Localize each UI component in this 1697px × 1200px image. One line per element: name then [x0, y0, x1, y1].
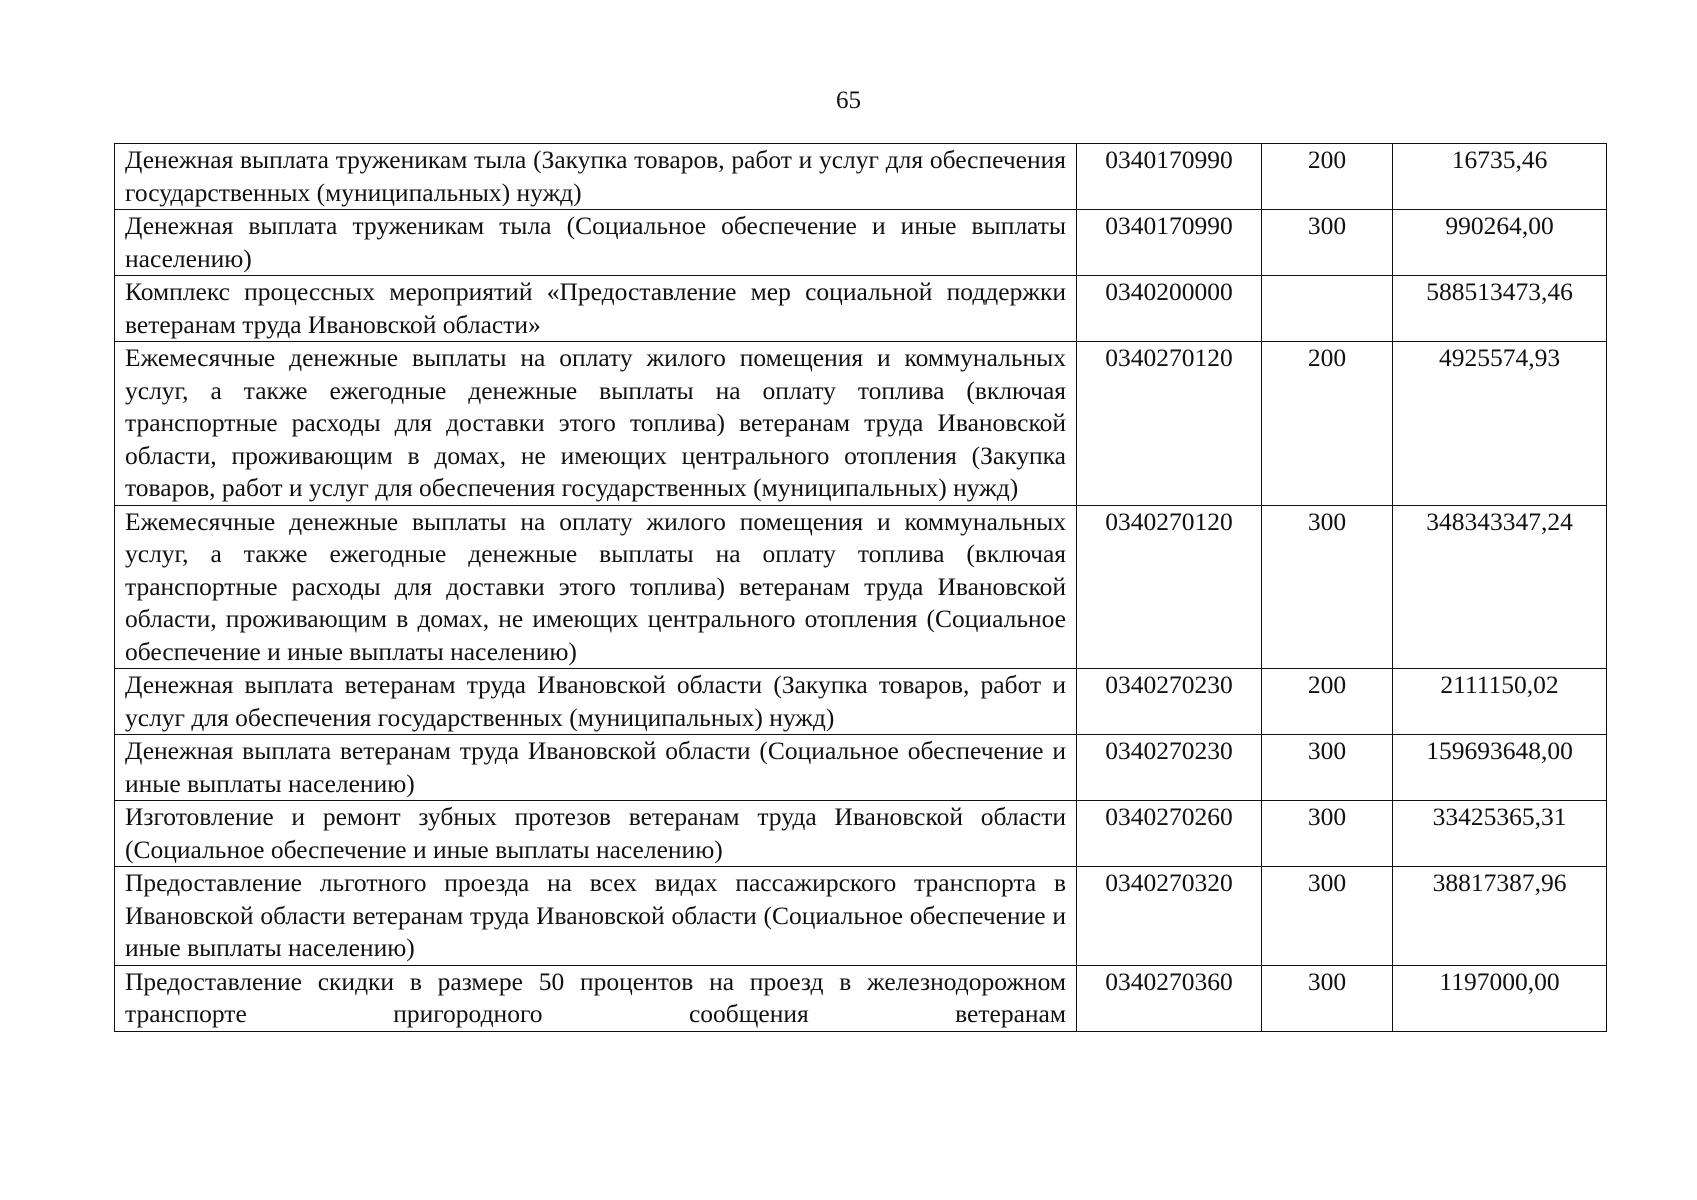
table-row [115, 276, 1607, 342]
target-article-code: 0340270230 [1077, 669, 1262, 735]
amount: 348343347,24 [1393, 505, 1607, 669]
amount: 33425365,31 [1393, 801, 1607, 867]
target-article-code: 0340270230 [1077, 735, 1262, 801]
item-name: Денежная выплата труженикам тыла (Социальное обеспечение и иные выплаты населению) [115, 210, 1077, 276]
target-article-code: 0340170990 [1077, 210, 1262, 276]
expense-type: 300 [1262, 505, 1393, 669]
amount: 990264,00 [1393, 210, 1607, 276]
amount: 2111150,02 [1393, 669, 1607, 735]
item-name: Предоставление скидки в размере 50 процентов на проезд в железнодорожном транспорте пригородного сообщения ветеранам [115, 965, 1077, 1031]
expense-type: 300 [1262, 735, 1393, 801]
amount: 38817387,96 [1393, 867, 1607, 966]
expense-type: 200 [1262, 144, 1393, 210]
item-name: Денежная выплата труженикам тыла (Закупка товаров, работ и услуг для обеспечения государственных (муниципальных) нужд) [115, 144, 1077, 210]
table-row [115, 735, 1607, 801]
budget-table [114, 143, 1607, 1032]
amount: 159693648,00 [1393, 735, 1607, 801]
target-article-code: 0340200000 [1077, 276, 1262, 342]
target-article-code: 0340270320 [1077, 867, 1262, 966]
table-row [115, 342, 1607, 506]
amount: 1197000,00 [1393, 965, 1607, 1031]
expense-type: 200 [1262, 669, 1393, 735]
item-name: Комплекс процессных мероприятий «Предоставление мер социальной поддержки ветеранам труда Ивановской области» [115, 276, 1077, 342]
page-number: 65 [836, 87, 861, 114]
table-row [115, 801, 1607, 867]
target-article-code: 0340270120 [1077, 342, 1262, 506]
table-row [115, 867, 1607, 966]
amount: 4925574,93 [1393, 342, 1607, 506]
item-name: Ежемесячные денежные выплаты на оплату жилого помещения и коммунальных услуг, а также ежегодные денежные выплаты на оплату топлива (включая транспортные расходы для доставки этого топлива) ветеранам труда Ивановской области, проживающим в домах, не имеющих центрального отопления (Закупка товаров, работ и услуг для обеспечения государственных (муниципальных) нужд) [115, 342, 1077, 506]
expense-type: 300 [1262, 965, 1393, 1031]
expense-type: 200 [1262, 342, 1393, 506]
amount: 588513473,46 [1393, 276, 1607, 342]
expense-type: 300 [1262, 801, 1393, 867]
item-name: Предоставление льготного проезда на всех видах пассажирского транспорта в Ивановской области ветеранам труда Ивановской области (Социальное обеспечение и иные выплаты населению) [115, 867, 1077, 966]
expense-type: 300 [1262, 210, 1393, 276]
target-article-code: 0340270120 [1077, 505, 1262, 669]
target-article-code: 0340170990 [1077, 144, 1262, 210]
target-article-code: 0340270260 [1077, 801, 1262, 867]
target-article-code: 0340270360 [1077, 965, 1262, 1031]
expense-type: 300 [1262, 867, 1393, 966]
table-row [115, 965, 1607, 1031]
item-name: Ежемесячные денежные выплаты на оплату жилого помещения и коммунальных услуг, а также ежегодные денежные выплаты на оплату топлива (включая транспортные расходы для доставки этого топлива) ветеранам труда Ивановской области, проживающим в домах, не имеющих центрального отопления (Социальное обеспечение и иные выплаты населению) [115, 505, 1077, 669]
item-name: Денежная выплата ветеранам труда Ивановской области (Социальное обеспечение и иные выплаты населению) [115, 735, 1077, 801]
item-name: Изготовление и ремонт зубных протезов ветеранам труда Ивановской области (Социальное обеспечение и иные выплаты населению) [115, 801, 1077, 867]
table-row [115, 669, 1607, 735]
amount: 16735,46 [1393, 144, 1607, 210]
table-row [115, 144, 1607, 210]
table-row [115, 210, 1607, 276]
table-row [115, 505, 1607, 669]
expense-type [1262, 276, 1393, 342]
item-name: Денежная выплата ветеранам труда Ивановской области (Закупка товаров, работ и услуг для обеспечения государственных (муниципальных) нужд) [115, 669, 1077, 735]
